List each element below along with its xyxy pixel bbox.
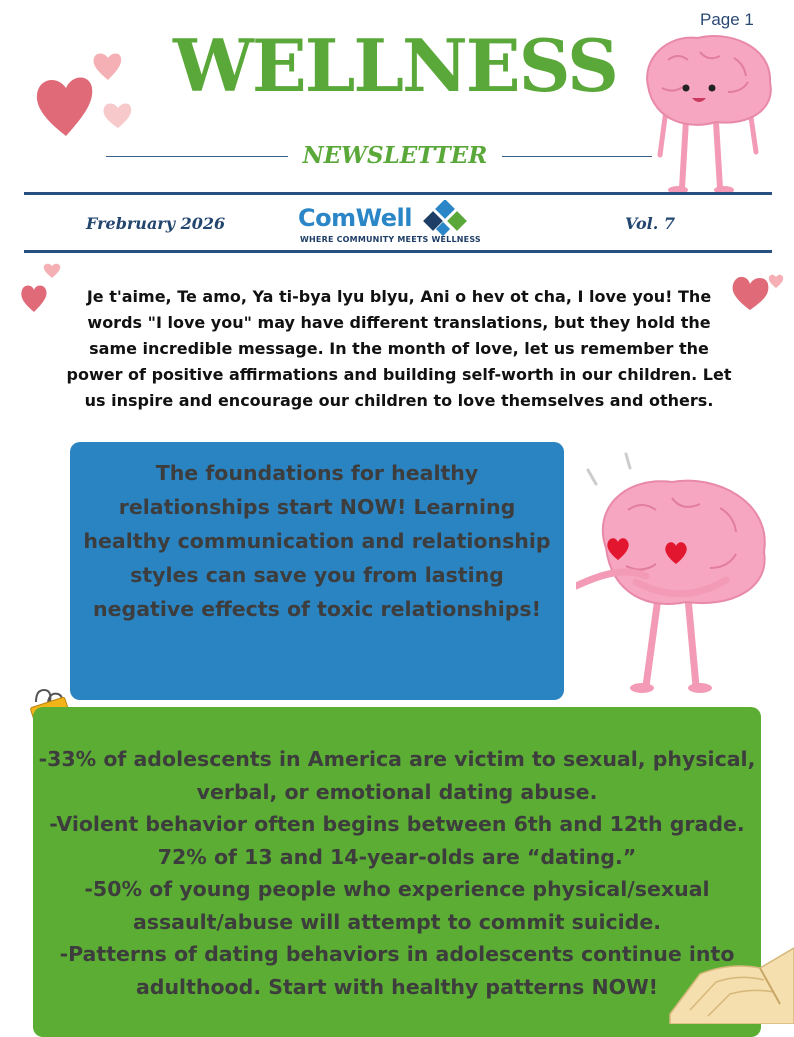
facts-list <box>36 743 758 1003</box>
heart-icon <box>769 275 783 288</box>
issue-date: Frebruary 2026 <box>86 214 226 233</box>
page-number: Page 1 <box>700 10 754 29</box>
heart-icon <box>104 104 132 129</box>
heart-icon <box>37 78 92 137</box>
book-icon <box>660 944 794 1024</box>
heart-icon-cluster-top-left <box>30 44 140 144</box>
heart-icon <box>44 264 60 278</box>
newsletter-subtitle: NEWSLETTER <box>302 142 488 169</box>
heart-icon-cluster-right <box>728 268 788 318</box>
header-rule-bottom <box>24 250 772 253</box>
callout-text: The foundations for healthy relationships start NOW! Learning healthy communication and relationship styles can save you from lasting negative effects of toxic relationships! <box>83 461 551 621</box>
issue-volume: Vol. 7 <box>625 214 675 233</box>
brain-heart-eyes-mascot <box>576 448 776 698</box>
heart-icon <box>733 277 769 310</box>
subtitle-right-line <box>502 156 652 157</box>
intro-paragraph: Je t'aime, Te amo, Ya ti-bya lyu blyu, Ani o hev ot cha, I love you! The words "I love you" may have different translations, but they hold the same incredible message. In the month of love, let us remember the power of positive affirmations and building self-worth in our children. Let us inspire and encourage our children to love themselves and others. <box>66 287 732 410</box>
newsletter-title: WELLNESS <box>172 23 618 108</box>
heart-icon <box>94 54 122 81</box>
fact-item: -50% of young people who experience physical/sexual assault/abuse will attempt to commit suicide. <box>84 877 710 934</box>
logo-tagline: WHERE COMMUNITY MEETS WELLNESS <box>300 235 481 244</box>
fact-item: -Patterns of dating behaviors in adolescents continue into adulthood. Start with healthy patterns NOW! <box>59 942 735 999</box>
logo-diamond-icon <box>416 200 478 238</box>
heart-icon <box>21 286 46 313</box>
subtitle-left-line <box>106 156 288 157</box>
fact-item: -33% of adolescents in America are victim to sexual, physical, verbal, or emotional dating abuse. <box>38 747 756 804</box>
brain-mascot <box>638 30 778 196</box>
fact-item: -Violent behavior often begins between 6th and 12th grade. 72% of 13 and 14-year-olds are “dating.” <box>49 812 745 869</box>
logo-wordmark: ComWell <box>298 204 412 232</box>
heart-icon-cluster-left <box>18 262 68 318</box>
header-rule-top <box>24 192 772 195</box>
